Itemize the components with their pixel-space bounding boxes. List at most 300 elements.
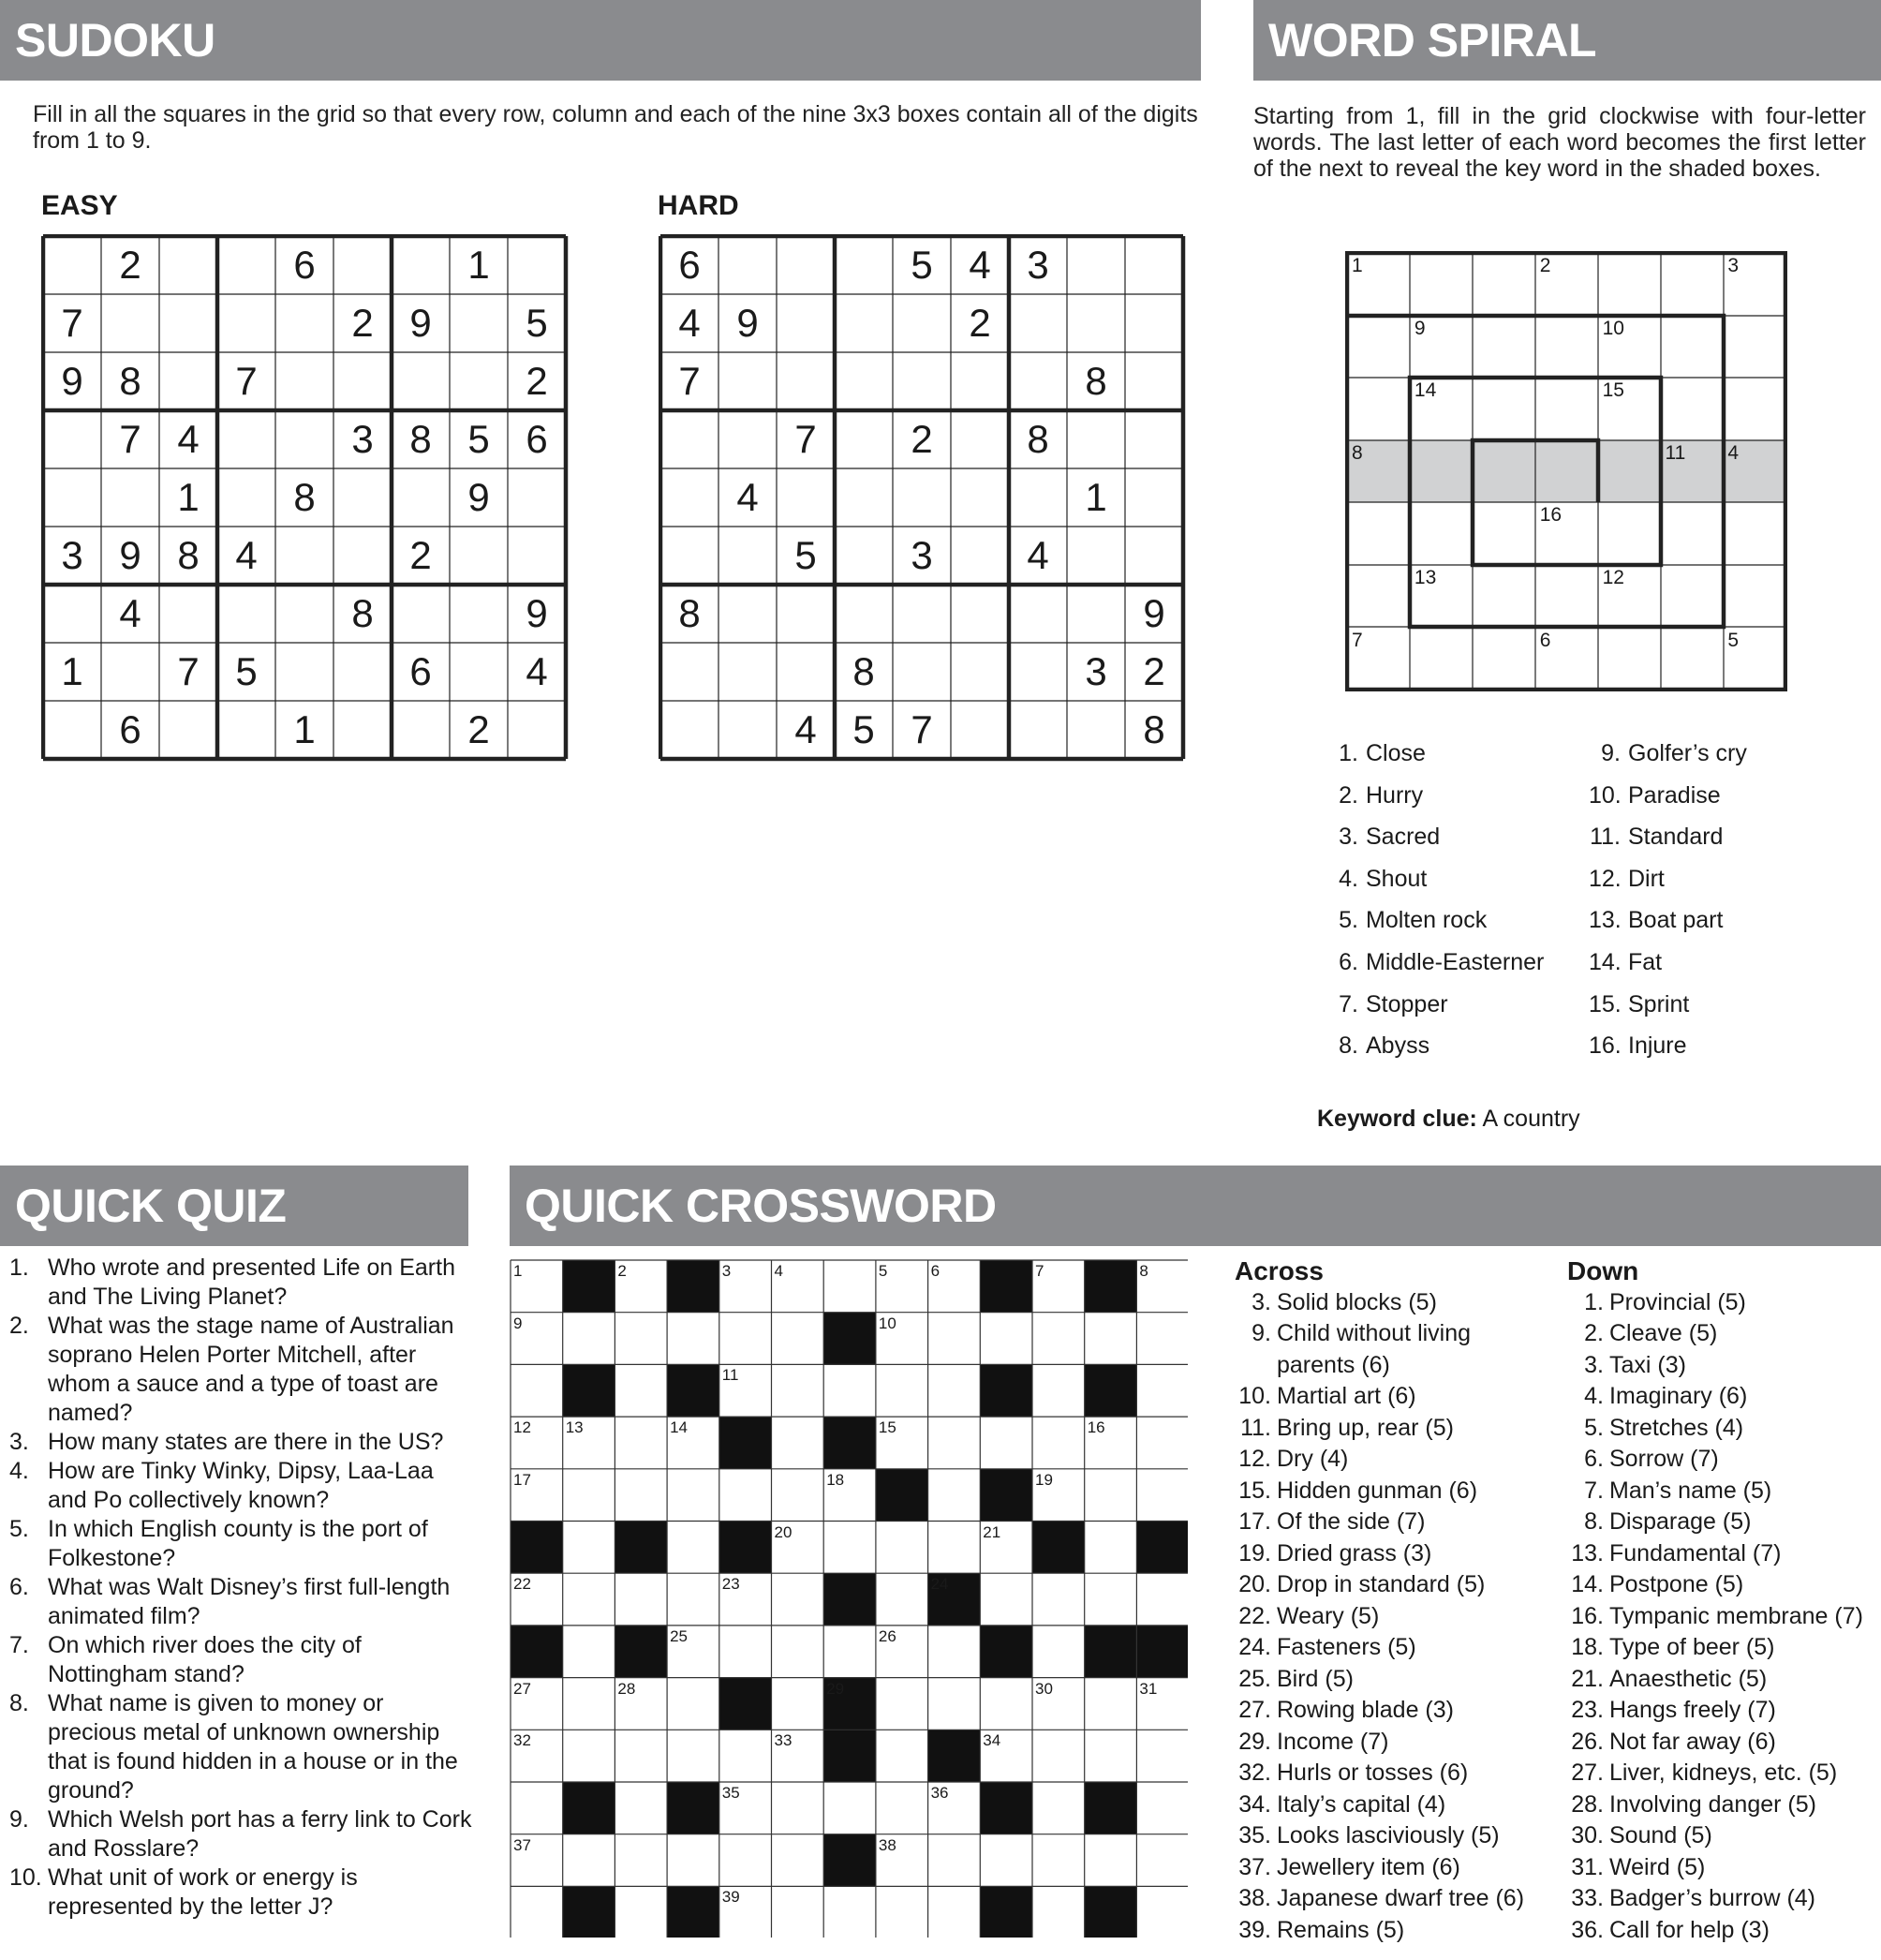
crossword-cell[interactable] (1136, 1364, 1189, 1417)
sudoku-cell[interactable]: 9 (736, 301, 759, 345)
sudoku-cell[interactable] (1125, 352, 1183, 410)
sudoku-cell[interactable] (333, 527, 392, 585)
crossword-cell[interactable] (563, 1573, 615, 1626)
sudoku-cell[interactable] (159, 236, 217, 294)
sudoku-cell[interactable]: 5 (911, 243, 933, 287)
sudoku-cell[interactable] (893, 294, 951, 352)
sudoku-cell[interactable]: 7 (177, 649, 200, 693)
clue-text: Sorrow (7) (1609, 1446, 1719, 1472)
crossword-cell[interactable] (1136, 1782, 1189, 1834)
sudoku-cell[interactable] (1125, 410, 1183, 468)
crossword-cell[interactable] (1136, 1469, 1189, 1522)
sudoku-cell[interactable] (217, 468, 275, 527)
sudoku-cell[interactable] (1067, 701, 1125, 759)
crossword-clue-number: 16 (1087, 1418, 1105, 1437)
spiral-clue-number: 14 (1414, 379, 1437, 402)
crossword-cell[interactable] (1085, 1834, 1137, 1887)
crossword-cell[interactable] (563, 1313, 615, 1365)
black-square (615, 1522, 667, 1574)
sudoku-cell[interactable] (951, 527, 1009, 585)
sudoku-cell[interactable]: 3 (61, 533, 83, 577)
sudoku-cell[interactable]: 6 (119, 707, 141, 751)
clue-number: 2. (1584, 1320, 1604, 1346)
crossword-cell[interactable] (719, 1626, 772, 1678)
crossword-cell[interactable] (511, 1782, 563, 1834)
crossword-cell[interactable] (980, 1573, 1032, 1626)
sudoku-cell[interactable]: 4 (678, 301, 701, 345)
sudoku-cell[interactable] (450, 643, 508, 701)
sudoku-cell[interactable] (508, 527, 566, 585)
sudoku-cell[interactable] (777, 352, 835, 410)
crossword-cell[interactable] (615, 1313, 667, 1365)
crossword-cell[interactable] (563, 1522, 615, 1574)
quiz-question-text: What was Walt Disney’s first full-length animated film? (48, 1574, 451, 1629)
sudoku-cell[interactable] (217, 236, 275, 294)
crossword-cell[interactable] (615, 1782, 667, 1834)
crossword-cell[interactable] (876, 1573, 928, 1626)
crossword-cell[interactable] (563, 1626, 615, 1678)
sudoku-cell[interactable]: 8 (351, 591, 374, 635)
spiral-clue-text: Abyss (1366, 1032, 1430, 1060)
sudoku-cell[interactable] (43, 410, 101, 468)
sudoku-cell[interactable]: 7 (911, 707, 933, 751)
spiral-clue-text: Sprint (1628, 990, 1690, 1017)
sudoku-cell[interactable] (1009, 585, 1067, 643)
sudoku-cell[interactable]: 8 (852, 649, 875, 693)
sudoku-cell[interactable]: 7 (678, 359, 701, 403)
crossword-cell[interactable] (1136, 1417, 1189, 1469)
sudoku-cell[interactable]: 4 (526, 649, 548, 693)
sudoku-cell[interactable] (217, 410, 275, 468)
sudoku-cell[interactable] (893, 585, 951, 643)
sudoku-cell[interactable] (333, 352, 392, 410)
hard-sudoku-grid (659, 234, 1187, 763)
sudoku-cell[interactable]: 5 (794, 533, 817, 577)
sudoku-cell[interactable] (217, 701, 275, 759)
sudoku-cell[interactable]: 5 (235, 649, 258, 693)
sudoku-cell[interactable] (333, 468, 392, 527)
sudoku-cell[interactable]: 5 (852, 707, 875, 751)
crossword-cell[interactable] (1032, 1417, 1085, 1469)
crossword-cell[interactable] (876, 1730, 928, 1782)
crossword-cell[interactable] (772, 1469, 824, 1522)
crossword-cell[interactable] (772, 1573, 824, 1626)
sudoku-cell[interactable]: 2 (409, 533, 432, 577)
crossword-cell[interactable] (1085, 1730, 1137, 1782)
sudoku-cell[interactable] (508, 468, 566, 527)
sudoku-cell[interactable]: 5 (467, 417, 490, 461)
clue-text: Income (7) (1277, 1728, 1389, 1755)
crossword-cell[interactable] (1085, 1313, 1137, 1365)
crossword-cell[interactable] (823, 1364, 876, 1417)
sudoku-cell[interactable]: 4 (736, 475, 759, 519)
sudoku-cell[interactable] (718, 585, 777, 643)
sudoku-cell[interactable]: 8 (409, 417, 432, 461)
sudoku-cell[interactable]: 7 (794, 417, 817, 461)
crossword-cell[interactable] (980, 1678, 1032, 1730)
sudoku-cell[interactable] (660, 468, 718, 527)
across-clue (1235, 1727, 1544, 1759)
crossword-cell[interactable] (876, 1782, 928, 1834)
sudoku-cell[interactable] (159, 585, 217, 643)
sudoku-cell[interactable] (1009, 294, 1067, 352)
crossword-cell[interactable] (1032, 1834, 1085, 1887)
sudoku-cell[interactable] (450, 352, 508, 410)
crossword-cell[interactable] (667, 1834, 719, 1887)
sudoku-cell[interactable] (718, 236, 777, 294)
sudoku-cell[interactable] (660, 643, 718, 701)
sudoku-cell[interactable] (893, 643, 951, 701)
crossword-cell[interactable] (719, 1313, 772, 1365)
sudoku-cell[interactable]: 8 (119, 359, 141, 403)
sudoku-cell[interactable] (660, 701, 718, 759)
crossword-cell[interactable] (563, 1834, 615, 1887)
sudoku-cell[interactable]: 9 (526, 591, 548, 635)
sudoku-cell[interactable] (718, 701, 777, 759)
crossword-cell[interactable] (667, 1730, 719, 1782)
crossword-cell[interactable] (719, 1730, 772, 1782)
quiz-question (9, 1457, 473, 1515)
sudoku-cell[interactable]: 3 (1085, 649, 1107, 693)
clue-text: Of the side (7) (1277, 1508, 1426, 1535)
across-clue (1235, 1569, 1544, 1601)
sudoku-cell[interactable] (217, 294, 275, 352)
crossword-cell[interactable] (1032, 1730, 1085, 1782)
sudoku-cell[interactable] (718, 643, 777, 701)
sudoku-cell[interactable]: 1 (1085, 475, 1107, 519)
sudoku-cell[interactable] (660, 527, 718, 585)
sudoku-cell[interactable]: 2 (351, 301, 374, 345)
black-square (876, 1469, 928, 1522)
sudoku-cell[interactable] (777, 643, 835, 701)
crossword-clue-number: 25 (670, 1626, 689, 1645)
sudoku-cell[interactable] (508, 236, 566, 294)
crossword-cell[interactable] (876, 1886, 928, 1938)
sudoku-cell[interactable]: 9 (409, 301, 432, 345)
sudoku-cell[interactable] (101, 468, 159, 527)
black-square (980, 1782, 1032, 1834)
sudoku-cell[interactable] (835, 410, 893, 468)
crossword-cell[interactable] (772, 1364, 824, 1417)
crossword-cell[interactable] (928, 1417, 981, 1469)
crossword-cell[interactable] (1136, 1834, 1189, 1887)
clue-text: Hidden gunman (6) (1277, 1477, 1478, 1504)
crossword-cell[interactable] (772, 1678, 824, 1730)
crossword-cell[interactable] (1136, 1730, 1189, 1782)
crossword-cell[interactable] (719, 1469, 772, 1522)
sudoku-cell[interactable] (43, 585, 101, 643)
crossword-clue-number: 22 (513, 1575, 531, 1594)
quiz-question-number: 9. (9, 1806, 29, 1833)
sudoku-cell[interactable]: 7 (61, 301, 83, 345)
clue-number: 36. (1571, 1916, 1604, 1943)
sudoku-cell[interactable] (333, 701, 392, 759)
sudoku-cell[interactable]: 6 (409, 649, 432, 693)
sudoku-cell[interactable]: 3 (1027, 243, 1049, 287)
sudoku-cell[interactable] (951, 643, 1009, 701)
crossword-cell[interactable] (563, 1469, 615, 1522)
crossword-cell[interactable] (928, 1313, 981, 1365)
sudoku-cell[interactable]: 2 (911, 417, 933, 461)
sudoku-cell[interactable] (1009, 352, 1067, 410)
sudoku-cell[interactable]: 7 (119, 417, 141, 461)
sudoku-cell[interactable]: 1 (177, 475, 200, 519)
sudoku-cell[interactable] (951, 585, 1009, 643)
sudoku-cell[interactable] (1067, 410, 1125, 468)
sudoku-cell[interactable] (392, 352, 450, 410)
sudoku-cell[interactable]: 8 (1143, 707, 1165, 751)
crossword-cell[interactable] (823, 1522, 876, 1574)
sudoku-cell[interactable] (718, 527, 777, 585)
crossword-cell[interactable] (667, 1573, 719, 1626)
sudoku-cell[interactable] (275, 352, 333, 410)
crossword-cell[interactable] (667, 1469, 719, 1522)
sudoku-cell[interactable]: 9 (61, 359, 83, 403)
sudoku-cell[interactable] (450, 527, 508, 585)
sudoku-cell[interactable] (1009, 701, 1067, 759)
sudoku-cell[interactable]: 4 (119, 591, 141, 635)
crossword-cell[interactable] (823, 1782, 876, 1834)
crossword-cell[interactable] (1032, 1886, 1085, 1938)
crossword-cell[interactable] (615, 1573, 667, 1626)
sudoku-cell[interactable] (718, 410, 777, 468)
sudoku-cell[interactable] (43, 701, 101, 759)
crossword-cell[interactable] (615, 1886, 667, 1938)
sudoku-cell[interactable] (951, 468, 1009, 527)
sudoku-cell[interactable] (1067, 585, 1125, 643)
sudoku-cell[interactable]: 1 (61, 649, 83, 693)
sudoku-cell[interactable] (1125, 294, 1183, 352)
sudoku-cell[interactable] (392, 701, 450, 759)
crossword-cell[interactable] (1032, 1782, 1085, 1834)
crossword-cell[interactable] (928, 1678, 981, 1730)
crossword-cell[interactable] (876, 1364, 928, 1417)
crossword-cell[interactable] (615, 1417, 667, 1469)
sudoku-cell[interactable] (275, 585, 333, 643)
sudoku-cell[interactable] (275, 643, 333, 701)
sudoku-cell[interactable] (1067, 527, 1125, 585)
crossword-cell[interactable] (772, 1782, 824, 1834)
sudoku-cell[interactable]: 7 (235, 359, 258, 403)
sudoku-cell[interactable]: 4 (794, 707, 817, 751)
sudoku-cell[interactable] (893, 468, 951, 527)
sudoku-cell[interactable]: 8 (1085, 359, 1107, 403)
crossword-cell[interactable] (823, 1260, 876, 1313)
crossword-cell[interactable] (823, 1626, 876, 1678)
crossword-cell[interactable] (1032, 1364, 1085, 1417)
crossword-cell[interactable] (823, 1886, 876, 1938)
sudoku-cell[interactable] (101, 643, 159, 701)
crossword-cell[interactable] (1136, 1573, 1189, 1626)
black-square (1032, 1522, 1085, 1574)
sudoku-cell[interactable] (1125, 527, 1183, 585)
sudoku-cell[interactable]: 8 (293, 475, 316, 519)
crossword-cell[interactable] (772, 1886, 824, 1938)
crossword-cell[interactable] (615, 1834, 667, 1887)
sudoku-cell[interactable] (159, 352, 217, 410)
crossword-cell[interactable] (928, 1626, 981, 1678)
sudoku-cell[interactable] (777, 468, 835, 527)
sudoku-cell[interactable] (1125, 468, 1183, 527)
crossword-cell[interactable] (1085, 1522, 1137, 1574)
crossword-cell[interactable] (980, 1834, 1032, 1887)
sudoku-cell[interactable]: 2 (1143, 649, 1165, 693)
crossword-cell[interactable] (719, 1834, 772, 1887)
sudoku-cell[interactable]: 4 (235, 533, 258, 577)
crossword-cell[interactable] (772, 1834, 824, 1887)
sudoku-cell[interactable] (392, 585, 450, 643)
sudoku-cell[interactable] (101, 294, 159, 352)
crossword-clue-number: 32 (513, 1731, 531, 1750)
crossword-cell[interactable] (563, 1730, 615, 1782)
black-square (667, 1782, 719, 1834)
crossword-cell[interactable] (615, 1364, 667, 1417)
crossword-cell[interactable] (667, 1313, 719, 1365)
sudoku-cell[interactable] (43, 236, 101, 294)
sudoku-cell[interactable]: 2 (969, 301, 991, 345)
sudoku-cell[interactable] (718, 352, 777, 410)
spiral-clue (1589, 907, 1747, 949)
crossword-cell[interactable] (772, 1626, 824, 1678)
sudoku-cell[interactable]: 2 (119, 243, 141, 287)
clue-text: Provincial (5) (1609, 1288, 1746, 1315)
crossword-cell[interactable] (1032, 1313, 1085, 1365)
crossword-cell[interactable] (876, 1678, 928, 1730)
down-clue (1567, 1664, 1881, 1696)
clue-number: 35. (1238, 1822, 1271, 1849)
sudoku-cell[interactable] (951, 701, 1009, 759)
sudoku-cell[interactable]: 5 (526, 301, 548, 345)
sudoku-cell[interactable] (893, 352, 951, 410)
sudoku-cell[interactable] (1009, 643, 1067, 701)
crossword-cell[interactable] (1085, 1678, 1137, 1730)
sudoku-cell[interactable]: 6 (678, 243, 701, 287)
crossword-cell[interactable] (772, 1313, 824, 1365)
crossword-across-clues (1235, 1255, 1544, 1946)
sudoku-cell[interactable]: 6 (293, 243, 316, 287)
down-clue (1567, 1318, 1881, 1350)
sudoku-cell[interactable] (660, 410, 718, 468)
sudoku-cell[interactable] (835, 352, 893, 410)
crossword-cell[interactable] (1085, 1469, 1137, 1522)
sudoku-cell[interactable] (1009, 468, 1067, 527)
quiz-question (9, 1631, 473, 1689)
spiral-clue-number: 1 (1352, 255, 1363, 276)
spiral-clue (1326, 949, 1544, 991)
crossword-cell[interactable] (667, 1522, 719, 1574)
sudoku-cell[interactable] (835, 585, 893, 643)
crossword-cell[interactable] (563, 1678, 615, 1730)
crossword-cell[interactable] (772, 1417, 824, 1469)
sudoku-cell[interactable]: 2 (526, 359, 548, 403)
crossword-cell[interactable] (667, 1678, 719, 1730)
crossword-cell[interactable] (1136, 1886, 1189, 1938)
clue-text: Not far away (6) (1609, 1728, 1776, 1755)
crossword-cell[interactable] (1136, 1313, 1189, 1365)
crossword-cell[interactable] (511, 1364, 563, 1417)
sudoku-cell[interactable] (777, 585, 835, 643)
sudoku-cell[interactable]: 8 (678, 591, 701, 635)
sudoku-cell[interactable] (333, 236, 392, 294)
sudoku-cell[interactable] (159, 294, 217, 352)
sudoku-cell[interactable] (450, 294, 508, 352)
sudoku-cell[interactable]: 4 (177, 417, 200, 461)
crossword-cell[interactable] (928, 1834, 981, 1887)
sudoku-cell[interactable]: 2 (467, 707, 490, 751)
crossword-cell[interactable] (1032, 1626, 1085, 1678)
sudoku-cell[interactable] (217, 585, 275, 643)
crossword-cell[interactable] (1085, 1573, 1137, 1626)
sudoku-cell[interactable] (392, 468, 450, 527)
sudoku-cell[interactable] (450, 585, 508, 643)
word-spiral-grid (1345, 251, 1787, 691)
crossword-cell[interactable] (928, 1522, 981, 1574)
sudoku-cell[interactable] (835, 468, 893, 527)
crossword-cell[interactable] (615, 1469, 667, 1522)
sudoku-cell[interactable] (835, 527, 893, 585)
sudoku-cell[interactable]: 9 (1143, 591, 1165, 635)
clue-text: Looks lasciviously (5) (1277, 1822, 1500, 1849)
crossword-cell[interactable] (980, 1313, 1032, 1365)
spiral-clue (1326, 1032, 1544, 1075)
sudoku-cell[interactable] (1067, 294, 1125, 352)
sudoku-cell[interactable]: 4 (1027, 533, 1049, 577)
sudoku-cell[interactable] (275, 410, 333, 468)
crossword-cell[interactable] (928, 1364, 981, 1417)
clue-number: 29. (1238, 1728, 1271, 1755)
crossword-cell[interactable] (928, 1469, 981, 1522)
sudoku-cell[interactable] (43, 468, 101, 527)
sudoku-cell[interactable] (159, 701, 217, 759)
sudoku-cell[interactable]: 9 (467, 475, 490, 519)
sudoku-cell[interactable] (508, 701, 566, 759)
sudoku-cell[interactable]: 3 (911, 533, 933, 577)
crossword-cell[interactable] (876, 1522, 928, 1574)
sudoku-cell[interactable] (835, 236, 893, 294)
crossword-clue-number: 15 (878, 1418, 896, 1437)
sudoku-cell[interactable] (951, 352, 1009, 410)
sudoku-cell[interactable]: 9 (119, 533, 141, 577)
sudoku-cell[interactable]: 4 (969, 243, 991, 287)
sudoku-cell[interactable]: 8 (1027, 417, 1049, 461)
sudoku-cell[interactable] (392, 236, 450, 294)
spiral-clue-number: 9 (1414, 317, 1426, 339)
quiz-question (9, 1863, 473, 1922)
sudoku-cell[interactable]: 3 (351, 417, 374, 461)
sudoku-cell[interactable] (777, 294, 835, 352)
sudoku-cell[interactable] (951, 410, 1009, 468)
sudoku-cell[interactable] (275, 294, 333, 352)
crossword-cell[interactable] (511, 1886, 563, 1938)
keyword-clue (1317, 1106, 1580, 1133)
crossword-cell[interactable] (980, 1417, 1032, 1469)
crossword-cell[interactable] (928, 1886, 981, 1938)
crossword-cell[interactable] (1032, 1573, 1085, 1626)
sudoku-cell[interactable]: 6 (526, 417, 548, 461)
sudoku-cell[interactable] (1067, 236, 1125, 294)
sudoku-cell[interactable]: 1 (293, 707, 316, 751)
sudoku-cell[interactable] (1125, 236, 1183, 294)
sudoku-cell[interactable]: 8 (177, 533, 200, 577)
sudoku-cell[interactable] (275, 527, 333, 585)
crossword-cell[interactable] (615, 1730, 667, 1782)
black-square (928, 1730, 981, 1782)
spiral-clue-number: 15 (1602, 379, 1624, 402)
sudoku-cell[interactable] (835, 294, 893, 352)
sudoku-cell[interactable] (777, 236, 835, 294)
sudoku-cell[interactable] (333, 643, 392, 701)
sudoku-cell[interactable]: 1 (467, 243, 490, 287)
